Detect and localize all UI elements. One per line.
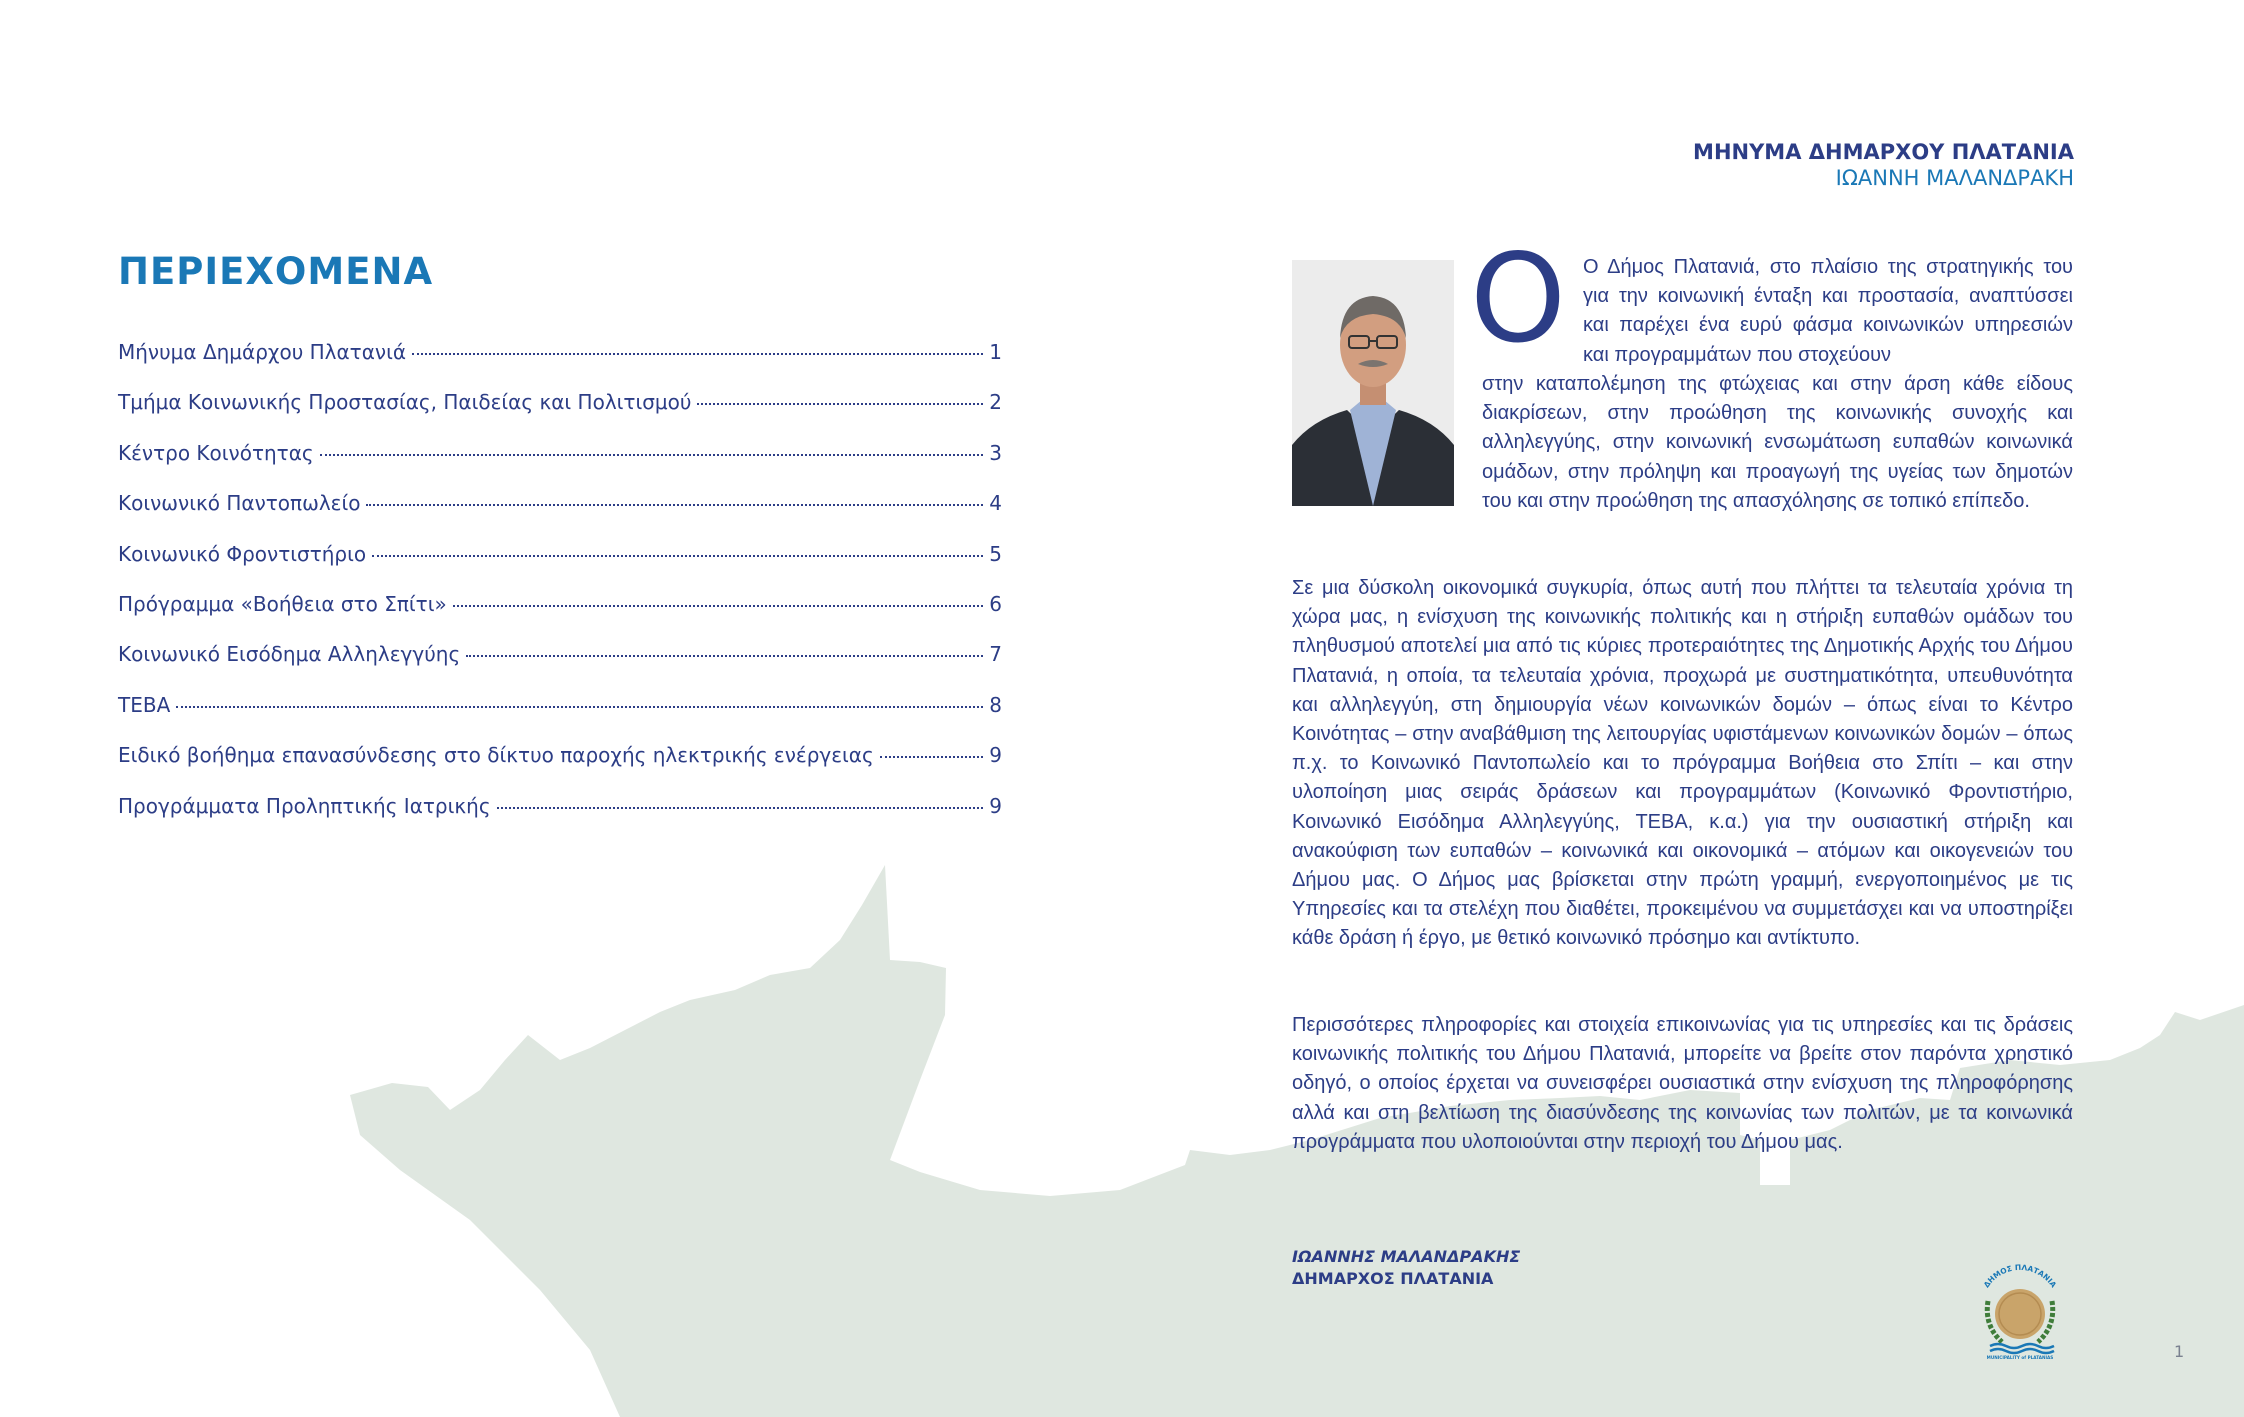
intro-paragraph-part1: Ο Δήμος Πλατανιά, στο πλαίσιο της στρατηγικής του για την κοινωνική ένταξη και προστασία, αναπτύσσει και παρέχει ένα ευρύ φάσμα κοινωνικών υπηρεσιών και προγραμμάτων που στοχεύουν xyxy=(1583,256,2073,366)
message-paragraph-2: Σε μια δύσκολη οικονομικά συγκυρία, όπως αυτή που πλήττει τα τελευταία χρόνια τη χώρα μας, η ενίσχυση της κοινωνικής πολιτικής και η στήριξη ευπαθών ομάδων του πληθυσμού αποτελεί μια από τις κύριες προτεραιότητες της Δημοτικής Αρχής του Δήμου Πλατανιά, η οποία, τα τελευταία χρόνια, προχωρά με συστηματικότητα, υπευθυνότητα και αλληλεγγύη, στη δημιουργία νέων κοινωνικών δομών – όπως είναι το Κέντρο Κοινότητας – στην αναβάθμιση της λειτουργίας υφιστάμενων κοινωνικών δομών – όπως π.χ. το Κοινωνικό Παντοπωλείο και το πρόγραμμα Βοήθεια στο Σπίτι – και στην υλοποίηση μιας σειράς δράσεων και προγραμμάτων (Κοινωνικό Φροντιστήριο, Κοινωνικό Εισόδημα Αλληλεγγύης, ΤΕΒΑ, κ.α.) για την ουσιαστική στήριξη και ανακούφιση των ευπαθών – κοινωνικά και οικονομικά – ατόμων και οικογενειών του Δήμου μας. Ο Δήμος μας βρίσκεται στην πρώτη γραμμή, ενεργοποιημένος με τις Υπηρεσίες και τα στελέχη που διαθέτει, προκειμένου να συμμετάσχει και να υποστηρίξει κάθε δράση ή έργο, με θετικό κοινωνικό πρόσημο και αντίκτυπο. xyxy=(1292,577,2073,950)
municipality-logo xyxy=(1968,1256,2072,1360)
toc-leader-dots xyxy=(466,655,983,657)
toc-entry-label: Κοινωνικό Εισόδημα Αλληλεγγύης xyxy=(118,642,461,667)
toc-entry-label: Μήνυμα Δημάρχου Πλατανιά xyxy=(118,340,407,364)
signature-block xyxy=(1292,1246,1520,1290)
message-heading-name: ΙΩΑΝΝΗ ΜΑΛΑΝΔΡΑΚΗ xyxy=(1835,166,2074,190)
toc-entry-label: Πρόγραμμα «Βοήθεια στο Σπίτι» xyxy=(118,591,447,616)
toc-entry-page: 7 xyxy=(989,642,1002,667)
toc-entry[interactable] xyxy=(118,340,1002,390)
toc-title: ΠΕΡΙΕΧΟΜΕΝΑ xyxy=(118,250,434,293)
dropcap-letter: O xyxy=(1470,228,1567,370)
toc-entry-label: ΤΕΒΑ xyxy=(118,692,171,717)
svg-text:MUNICIPALITY of PLATANIAS: MUNICIPALITY of PLATANIAS xyxy=(1986,1355,2054,1360)
message-heading xyxy=(1693,140,2074,190)
toc-leader-dots xyxy=(497,807,984,809)
toc-entry-page: 9 xyxy=(989,793,1002,818)
signature-name: ΙΩΑΝΝΗΣ ΜΑΛΑΝΔΡΑΚΗΣ xyxy=(1292,1247,1521,1266)
toc-leader-dots xyxy=(412,353,983,355)
toc-entry-page: 9 xyxy=(989,743,1002,768)
toc-entry[interactable] xyxy=(118,491,1002,541)
svg-text:ΔΗΜΟΣ ΠΛΑΤΑΝΙΑ: ΔΗΜΟΣ ΠΛΑΤΑΝΙΑ xyxy=(1981,1262,2059,1290)
toc-entry-label: Ειδικό βοήθημα επανασύνδεσης στο δίκτυο παροχής ηλεκτρικής ενέργειας xyxy=(118,743,874,768)
toc-entry[interactable] xyxy=(118,390,1002,440)
toc-entry-page: 6 xyxy=(989,591,1002,616)
toc-entry[interactable] xyxy=(118,743,1002,793)
toc-leader-dots xyxy=(372,555,983,557)
message-paragraph-3: Περισσότερες πληροφορίες και στοιχεία επικοινωνίας για τις υπηρεσίες και τις δράσεις κοινωνικής πολιτικής του Δήμου Πλατανιά, μπορείτε να βρείτε στον παρόντα χρηστικό οδηγό, ο οποίος έρχεται να συνεισφέρει ουσιαστικά στην ενίσχυση της πληροφόρησης αλλά και στη βελτίωση της διασύνδεσης της κοινωνίας των πολιτών, με τα κοινωνικά προγράμματα που υλοποιούνται στην περιοχή του Δήμου μας. xyxy=(1292,1014,2073,1153)
intro-paragraph-part2: στην καταπολέμηση της φτώχειας και στην άρση κάθε είδους διακρίσεων, στην προώθηση της κοινωνικής συνοχής και αλληλεγγύης, στην κοινωνική ενσωμάτωση ευπαθών κοινωνικά ομάδων, στην πρόληψη και προαγωγή της υγείας των δημοτών του και στην προώθηση της απασχόλησης σε τοπικό επίπεδο. xyxy=(1482,373,2073,512)
toc-leader-dots xyxy=(453,605,984,607)
toc-entry[interactable] xyxy=(118,441,1002,491)
toc-entry-page: 3 xyxy=(989,440,1002,465)
toc-entry-label: Κέντρο Κοινότητας xyxy=(118,440,314,465)
toc-entry-label: Τμήμα Κοινωνικής Προστασίας, Παιδείας και Πολιτισμού xyxy=(118,390,692,415)
toc-entry-page: 2 xyxy=(989,390,1002,415)
toc-entry-label: Προγράμματα Προληπτικής Ιατρικής xyxy=(118,793,491,818)
mayor-photo xyxy=(1292,260,1454,506)
toc-leader-dots xyxy=(366,504,983,506)
table-of-contents xyxy=(118,340,1002,844)
toc-leader-dots xyxy=(320,454,984,456)
toc-entry[interactable] xyxy=(118,592,1002,642)
toc-entry-label: Κοινωνικό Φροντιστήριο xyxy=(118,541,367,566)
signature-title: ΔΗΜΑΡΧΟΣ ΠΛΑΤΑΝΙΑ xyxy=(1292,1269,1494,1288)
toc-entry-label: Κοινωνικό Παντοπωλείο xyxy=(118,491,361,516)
page-number: 1 xyxy=(2174,1342,2185,1361)
toc-entry-page: 4 xyxy=(989,491,1002,516)
toc-leader-dots xyxy=(880,756,984,758)
message-heading-title: ΜΗΝΥΜΑ ΔΗΜΑΡΧΟΥ ΠΛΑΤΑΝΙΑ xyxy=(1693,140,2074,164)
toc-leader-dots xyxy=(176,706,983,708)
toc-entry[interactable] xyxy=(118,542,1002,592)
toc-leader-dots xyxy=(697,403,983,405)
toc-entry-page: 1 xyxy=(989,340,1002,364)
toc-entry[interactable] xyxy=(118,794,1002,844)
toc-entry[interactable] xyxy=(118,642,1002,692)
toc-entry[interactable] xyxy=(118,693,1002,743)
toc-entry-page: 5 xyxy=(989,541,1002,566)
toc-entry-page: 8 xyxy=(989,692,1002,717)
